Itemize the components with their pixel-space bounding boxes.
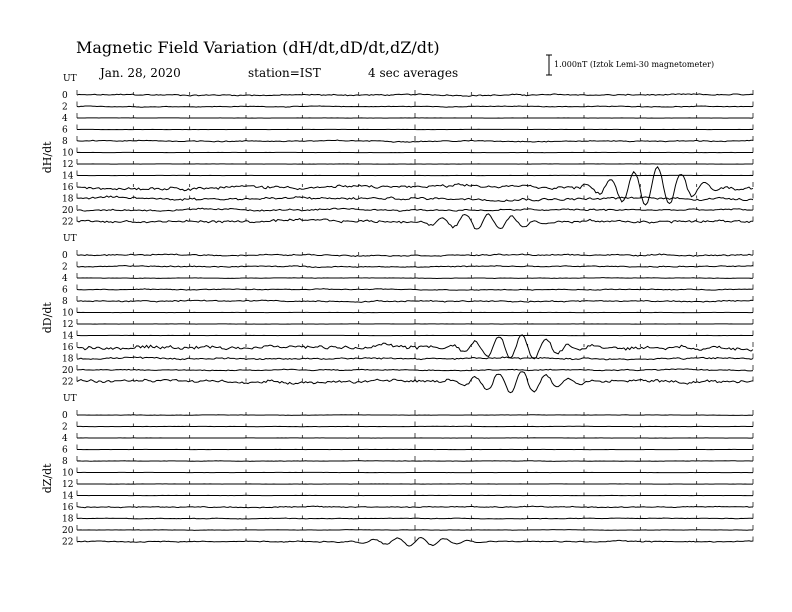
hour-ticks <box>77 125 753 130</box>
hour-ticks <box>77 159 753 164</box>
row-label: 6 <box>62 445 68 456</box>
ut-label-3: UT <box>63 394 77 404</box>
hour-ticks <box>77 354 753 359</box>
trace-dHdt-2 <box>77 106 753 107</box>
row-label: 10 <box>62 148 74 159</box>
row-label: 8 <box>62 297 68 307</box>
row-label: 4 <box>62 114 68 124</box>
trace-dZdt-18 <box>77 518 753 519</box>
row-label: 18 <box>62 514 74 525</box>
trace-dZdt-20 <box>77 530 753 531</box>
hour-ticks <box>77 479 753 484</box>
trace-dDdt-4 <box>77 278 753 279</box>
row-label: 22 <box>62 377 74 388</box>
hour-ticks <box>77 296 753 301</box>
ut-label-1: UT <box>63 74 77 84</box>
trace-dDdt-22 <box>77 372 753 393</box>
row-label: 2 <box>62 102 68 113</box>
row-label: 4 <box>62 434 68 444</box>
row-label: 16 <box>62 183 74 193</box>
row-label: 10 <box>62 468 74 479</box>
ylabel-3: dZ/dt <box>41 463 54 494</box>
hour-ticks <box>77 331 753 336</box>
row-label: 6 <box>62 125 68 136</box>
date-label: Jan. 28, 2020 <box>100 66 181 80</box>
chart-title: Magnetic Field Variation (dH/dt,dD/dt,dZ/dt) <box>76 38 440 57</box>
hour-ticks <box>77 410 753 415</box>
trace-dZdt-0 <box>77 415 753 416</box>
row-label: 12 <box>62 480 74 490</box>
trace-dZdt-8 <box>77 461 753 462</box>
ylabel-1: dH/dt <box>41 141 54 174</box>
scale-bar-label: 1.000nT (Iztok Lemi-30 magnetometer) <box>554 60 715 69</box>
row-label: 12 <box>62 320 74 330</box>
row-label: 14 <box>62 491 74 502</box>
row-label: 6 <box>62 285 68 296</box>
hour-ticks <box>77 273 753 278</box>
row-label: 4 <box>62 274 68 284</box>
row-label: 10 <box>62 308 74 319</box>
row-label: 18 <box>62 354 74 365</box>
hour-ticks <box>77 422 753 427</box>
ylabel-2: dD/dt <box>41 302 54 334</box>
station-label: station=IST <box>248 66 321 80</box>
row-label: 0 <box>62 251 68 261</box>
row-label: 14 <box>62 331 74 342</box>
hour-ticks <box>77 537 753 542</box>
row-label: 12 <box>62 160 74 170</box>
row-label: 2 <box>62 262 68 273</box>
row-label: 8 <box>62 457 68 467</box>
row-label: 22 <box>62 217 74 228</box>
hour-ticks <box>77 433 753 438</box>
hour-ticks <box>77 491 753 496</box>
row-label: 0 <box>62 411 68 421</box>
hour-ticks <box>77 445 753 450</box>
hour-ticks <box>77 102 753 107</box>
row-label: 14 <box>62 171 74 182</box>
row-label: 16 <box>62 503 74 513</box>
ut-label-2: UT <box>63 234 77 244</box>
row-label: 8 <box>62 137 68 147</box>
hour-ticks <box>77 148 753 153</box>
row-label: 20 <box>62 526 74 536</box>
hour-ticks <box>77 113 753 118</box>
hour-ticks <box>77 456 753 461</box>
hour-ticks <box>77 171 753 176</box>
hour-ticks <box>77 319 753 324</box>
hour-ticks <box>77 468 753 473</box>
row-label: 18 <box>62 194 74 205</box>
hour-ticks <box>77 514 753 519</box>
row-label: 20 <box>62 206 74 216</box>
row-label: 2 <box>62 422 68 433</box>
hour-ticks <box>77 308 753 313</box>
hour-ticks <box>77 136 753 141</box>
row-label: 20 <box>62 366 74 376</box>
row-label: 22 <box>62 537 74 548</box>
averaging-label: 4 sec averages <box>368 66 459 80</box>
row-label: 16 <box>62 343 74 353</box>
hour-ticks <box>77 525 753 530</box>
row-label: 0 <box>62 91 68 101</box>
hour-ticks <box>77 502 753 507</box>
